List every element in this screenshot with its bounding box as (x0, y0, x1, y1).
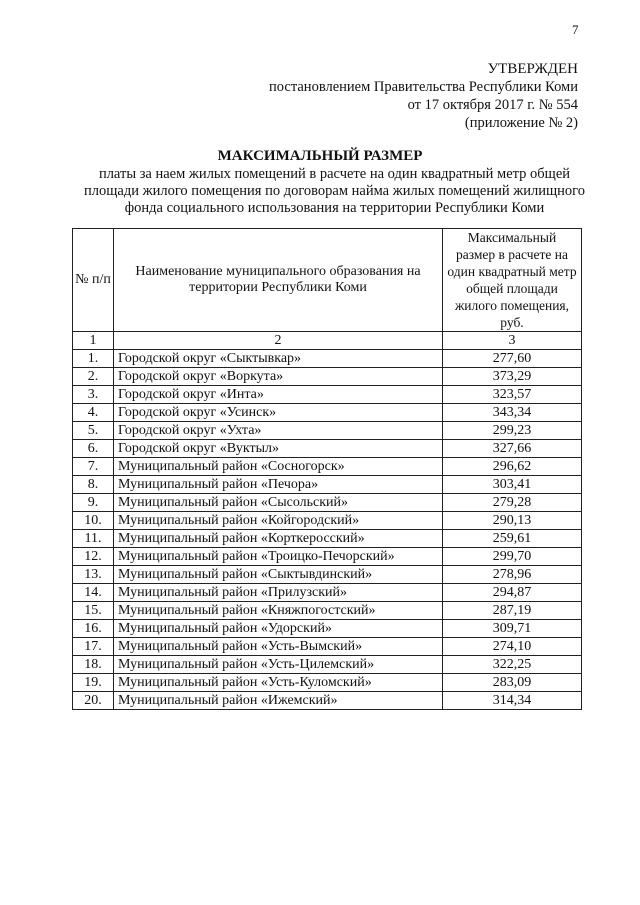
table-row (73, 638, 582, 656)
column-number-row (73, 332, 582, 350)
row-value: 322,25 (443, 656, 582, 674)
row-value: 274,10 (443, 638, 582, 656)
row-value: 309,71 (443, 620, 582, 638)
row-value: 314,34 (443, 692, 582, 710)
table-row (73, 548, 582, 566)
row-value: 279,28 (443, 494, 582, 512)
row-number: 13. (73, 566, 114, 584)
row-value: 290,13 (443, 512, 582, 530)
table-row (73, 602, 582, 620)
approval-decree: постановлением Правительства Республики Коми (269, 79, 578, 95)
row-number: 3. (73, 386, 114, 404)
row-name: Муниципальный район «Койгородский» (114, 512, 443, 530)
row-name: Муниципальный район «Сосногорск» (114, 458, 443, 476)
table-body (73, 350, 582, 710)
table-row (73, 620, 582, 638)
row-name: Муниципальный район «Корткеросский» (114, 530, 443, 548)
table-row (73, 530, 582, 548)
row-number: 15. (73, 602, 114, 620)
approval-date: от 17 октября 2017 г. № 554 (407, 97, 578, 113)
row-number: 11. (73, 530, 114, 548)
row-name: Муниципальный район «Усть-Цилемский» (114, 656, 443, 674)
row-number: 5. (73, 422, 114, 440)
row-value: 373,29 (443, 368, 582, 386)
table-row (73, 494, 582, 512)
row-value: 294,87 (443, 584, 582, 602)
row-number: 10. (73, 512, 114, 530)
table-row (73, 350, 582, 368)
row-name: Муниципальный район «Печора» (114, 476, 443, 494)
document-title: МАКСИМАЛЬНЫЙ РАЗМЕР (217, 148, 423, 164)
table-row (73, 692, 582, 710)
row-name: Городской округ «Усинск» (114, 404, 443, 422)
row-name: Муниципальный район «Усть-Вымский» (114, 638, 443, 656)
row-number: 7. (73, 458, 114, 476)
row-number: 2. (73, 368, 114, 386)
column-number: 3 (443, 332, 582, 350)
row-number: 6. (73, 440, 114, 458)
row-number: 12. (73, 548, 114, 566)
row-value: 299,70 (443, 548, 582, 566)
table-row (73, 386, 582, 404)
row-number: 20. (73, 692, 114, 710)
row-name: Городской округ «Инта» (114, 386, 443, 404)
table-row (73, 440, 582, 458)
row-number: 19. (73, 674, 114, 692)
table-row (73, 476, 582, 494)
row-name: Городской округ «Вуктыл» (114, 440, 443, 458)
row-name: Муниципальный район «Ижемский» (114, 692, 443, 710)
table-row (73, 404, 582, 422)
table-row (73, 422, 582, 440)
row-name: Муниципальный район «Троицко-Печорский» (114, 548, 443, 566)
row-name: Городской округ «Воркута» (114, 368, 443, 386)
table-row (73, 458, 582, 476)
row-number: 9. (73, 494, 114, 512)
row-number: 17. (73, 638, 114, 656)
row-name: Муниципальный район «Усть-Куломский» (114, 674, 443, 692)
approval-appendix: (приложение № 2) (464, 115, 578, 131)
column-number: 1 (73, 332, 114, 350)
row-value: 296,62 (443, 458, 582, 476)
row-value: 343,34 (443, 404, 582, 422)
row-value: 259,61 (443, 530, 582, 548)
row-name: Муниципальный район «Сысольский» (114, 494, 443, 512)
table-row (73, 674, 582, 692)
table-row (73, 584, 582, 602)
row-value: 303,41 (443, 476, 582, 494)
row-name: Городской округ «Сыктывкар» (114, 350, 443, 368)
row-number: 18. (73, 656, 114, 674)
row-value: 278,96 (443, 566, 582, 584)
row-name: Муниципальный район «Удорский» (114, 620, 443, 638)
table-header-row (73, 229, 582, 332)
header-value: Максимальный размер в расчете на один квадратный метр общей площади жилого помещения, руб. (443, 229, 582, 332)
column-number: 2 (114, 332, 443, 350)
row-name: Муниципальный район «Княжпогостский» (114, 602, 443, 620)
row-value: 299,23 (443, 422, 582, 440)
document-subtitle: платы за наем жилых помещений в расчете на один квадратный метр общей площади жилого помещения по договорам найма жилых помещений жилищного фонда социального использования на территории Республики Коми (83, 166, 586, 216)
approval-heading: УТВЕРЖДЕН (487, 61, 578, 77)
row-number: 8. (73, 476, 114, 494)
header-name: Наименование муниципального образования на территории Республики Коми (114, 229, 443, 332)
row-value: 283,09 (443, 674, 582, 692)
row-number: 14. (73, 584, 114, 602)
table-row (73, 656, 582, 674)
row-name: Городской округ «Ухта» (114, 422, 443, 440)
table-row (73, 368, 582, 386)
row-value: 287,19 (443, 602, 582, 620)
rates-table (72, 228, 582, 710)
page-number: 7 (572, 22, 579, 37)
table-row (73, 512, 582, 530)
row-value: 323,57 (443, 386, 582, 404)
approval-block (269, 60, 578, 132)
row-value: 327,66 (443, 440, 582, 458)
row-number: 16. (73, 620, 114, 638)
row-name: Муниципальный район «Сыктывдинский» (114, 566, 443, 584)
table-row (73, 566, 582, 584)
row-value: 277,60 (443, 350, 582, 368)
header-number: № п/п (73, 229, 114, 332)
row-name: Муниципальный район «Прилузский» (114, 584, 443, 602)
row-number: 4. (73, 404, 114, 422)
row-number: 1. (73, 350, 114, 368)
